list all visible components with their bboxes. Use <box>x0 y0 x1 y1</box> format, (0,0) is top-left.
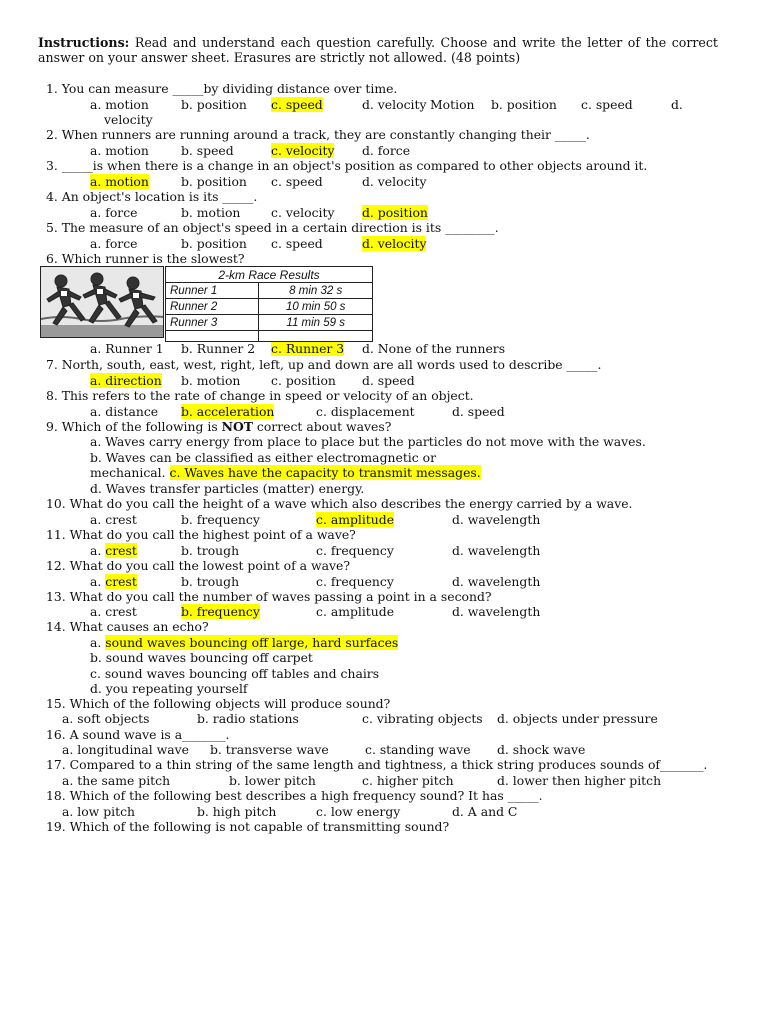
text-line <box>62 773 170 788</box>
race-results-figure <box>40 266 374 338</box>
text-line <box>316 604 394 619</box>
text-segment: a. force <box>90 236 138 251</box>
text-line <box>90 450 436 465</box>
text-line <box>46 419 391 434</box>
text-segment: mechanical. <box>90 465 170 480</box>
text-segment: d. wavelength <box>452 543 541 558</box>
text-segment: 16. A sound wave is a_______. <box>46 727 230 742</box>
text-line <box>90 666 379 681</box>
instructions-label: Instructions: <box>38 35 130 50</box>
text-segment: 13. What do you call the number of waves passing a point in a second? <box>46 589 492 604</box>
text-segment: d. A and C <box>452 804 518 819</box>
text-segment: c. displacement <box>316 404 415 419</box>
text-segment: b. sound waves bouncing off carpet <box>90 650 313 665</box>
text-segment: d. wavelength <box>452 512 541 527</box>
text-line <box>362 174 426 189</box>
text-segment: a. Runner 1 <box>90 341 164 356</box>
text-line <box>90 236 138 251</box>
text-segment: a. force <box>90 205 138 220</box>
text-line <box>62 804 135 819</box>
text-segment: d. velocity <box>362 174 427 189</box>
text-segment: d. force <box>362 143 411 158</box>
text-segment: 18. Which of the following best describes a high frequency sound? It has _____. <box>46 788 543 803</box>
text-line <box>46 189 257 204</box>
highlighted-answer: c. velocity <box>271 143 335 158</box>
text-segment: d. Waves transfer particles (matter) energy. <box>90 481 365 496</box>
text-segment: d. <box>671 97 683 112</box>
text-line <box>181 205 240 220</box>
text-line <box>181 174 247 189</box>
text-segment: c. low energy <box>316 804 401 819</box>
text-segment: d. speed <box>452 404 505 419</box>
text-segment: d. you repeating yourself <box>90 681 248 696</box>
highlighted-answer: crest <box>105 543 137 558</box>
text-line <box>271 341 344 356</box>
bold-text: NOT <box>221 419 253 434</box>
runner-name: Runner 2 <box>166 299 259 315</box>
text-line <box>271 174 323 189</box>
text-line <box>90 143 149 158</box>
text-line <box>104 112 153 127</box>
text-line <box>316 404 415 419</box>
text-line <box>181 543 239 558</box>
text-segment: d. velocity <box>362 97 427 112</box>
text-segment: a. <box>90 635 106 650</box>
text-line <box>90 604 137 619</box>
text-segment: b. Waves can be classified as either electromagnetic or <box>90 450 437 465</box>
text-segment: d. lower then higher pitch <box>497 773 662 788</box>
text-segment: c. higher pitch <box>362 773 454 788</box>
text-segment: Motion <box>430 97 475 112</box>
runner-name: Runner 3 <box>166 315 259 331</box>
text-line <box>362 773 454 788</box>
text-line <box>46 819 449 834</box>
text-line <box>90 373 162 388</box>
highlighted-answer: d. position <box>362 205 428 220</box>
text-line <box>62 711 149 726</box>
text-line <box>46 527 356 542</box>
text-line <box>497 742 585 757</box>
text-segment: b. trough <box>181 574 240 589</box>
text-segment: a. motion <box>90 97 149 112</box>
text-segment: 15. Which of the following objects will produce sound? <box>46 696 391 711</box>
text-segment: 12. What do you call the lowest point of a wave? <box>46 558 350 573</box>
text-line <box>46 727 229 742</box>
text-segment: d. speed <box>362 373 415 388</box>
text-segment: d. wavelength <box>452 604 541 619</box>
text-line <box>362 373 415 388</box>
text-line <box>90 574 137 589</box>
text-line <box>90 174 149 189</box>
text-line <box>452 604 540 619</box>
text-segment: 2. When runners are running around a track, they are constantly changing their _____. <box>46 127 590 142</box>
text-line <box>46 558 350 573</box>
highlighted-answer: a. direction <box>90 373 162 388</box>
text-line <box>497 711 658 726</box>
text-line <box>181 604 260 619</box>
text-line <box>197 804 276 819</box>
text-segment: velocity <box>104 112 153 127</box>
highlighted-answer: c. Runner 3 <box>271 341 345 356</box>
text-line <box>671 97 683 112</box>
text-line <box>46 127 590 142</box>
text-segment: d. shock wave <box>497 742 586 757</box>
text-line <box>181 574 239 589</box>
text-segment: b. trough <box>181 543 240 558</box>
text-segment: c. position <box>271 373 336 388</box>
text-line <box>90 97 149 112</box>
text-segment: 11. What do you call the highest point of a wave? <box>46 527 356 542</box>
text-line <box>90 635 398 650</box>
runner-time: 10 min 50 s <box>259 299 373 315</box>
text-line <box>90 205 138 220</box>
text-line <box>362 236 426 251</box>
table-row <box>166 299 373 315</box>
text-segment: d. objects under pressure <box>497 711 658 726</box>
highlighted-answer: sound waves bouncing off large, hard surfaces <box>105 635 399 650</box>
text-line <box>90 681 248 696</box>
highlighted-answer: c. speed <box>271 97 323 112</box>
table-spacer-row <box>166 331 373 342</box>
text-segment: c. velocity <box>271 205 335 220</box>
instructions <box>38 35 718 65</box>
text-line <box>46 757 707 772</box>
text-segment: c. speed <box>271 174 323 189</box>
text-segment: a. crest <box>90 512 137 527</box>
race-table-title: 2-km Race Results <box>166 267 373 283</box>
text-line <box>316 804 400 819</box>
runners-clipart-image <box>40 266 164 338</box>
text-segment: 3. _____is when there is a change in an object's position as compared to other objects around it. <box>46 158 648 173</box>
text-line <box>491 97 557 112</box>
highlighted-answer: b. acceleration <box>181 404 275 419</box>
text-line <box>316 512 394 527</box>
text-segment: a. distance <box>90 404 159 419</box>
highlighted-answer: a. motion <box>90 174 149 189</box>
text-line <box>271 373 336 388</box>
text-segment: c. frequency <box>316 574 394 589</box>
text-segment: a. longitudinal wave <box>62 742 190 757</box>
text-segment: 8. This refers to the rate of change in speed or velocity of an object. <box>46 388 474 403</box>
text-segment: 4. An object's location is its _____. <box>46 189 258 204</box>
text-segment: c. speed <box>581 97 633 112</box>
text-line <box>430 97 475 112</box>
text-line <box>362 205 428 220</box>
race-results-table <box>165 266 373 342</box>
text-line <box>229 773 316 788</box>
highlighted-answer: d. velocity <box>362 236 427 251</box>
text-segment: 5. The measure of an object's speed in a certain direction is its ________. <box>46 220 499 235</box>
text-segment: c. vibrating objects <box>362 711 483 726</box>
text-line <box>362 97 426 112</box>
text-segment: b. position <box>181 236 247 251</box>
text-line <box>452 512 540 527</box>
runner-time: 8 min 32 s <box>259 283 373 299</box>
text-line <box>46 788 543 803</box>
text-segment: b. motion <box>181 205 241 220</box>
text-segment: c. sound waves bouncing off tables and chairs <box>90 666 380 681</box>
text-line <box>46 388 474 403</box>
text-line <box>316 574 394 589</box>
text-line <box>46 81 397 96</box>
text-line <box>362 143 410 158</box>
table-row <box>166 283 373 299</box>
text-line <box>90 341 164 356</box>
text-segment: a. motion <box>90 143 149 158</box>
text-line <box>362 341 505 356</box>
text-line <box>271 97 323 112</box>
text-segment: c. amplitude <box>316 604 395 619</box>
text-line <box>197 711 299 726</box>
text-segment: a. <box>90 543 106 558</box>
text-segment: b. Runner 2 <box>181 341 256 356</box>
instructions-text: Read and understand each question carefully. Choose and write the letter of the correct answer on your answer sheet. Erasures are strictly not allowed. (48 points) <box>38 35 718 65</box>
text-line <box>90 465 481 480</box>
text-line <box>271 143 334 158</box>
text-segment: b. motion <box>181 373 241 388</box>
text-segment: b. transverse wave <box>210 742 329 757</box>
text-line <box>46 357 601 372</box>
text-segment: b. position <box>181 97 247 112</box>
text-segment: b. high pitch <box>197 804 277 819</box>
highlighted-answer: c. amplitude <box>316 512 395 527</box>
text-line <box>46 220 499 235</box>
text-segment: a. Waves carry energy from place to place but the particles do not move with the waves. <box>90 434 646 449</box>
text-segment: b. speed <box>181 143 234 158</box>
table-row <box>166 315 373 331</box>
text-segment: 7. North, south, east, west, right, left, up and down are all words used to describe _____. <box>46 357 602 372</box>
text-line <box>210 742 329 757</box>
text-segment: a. <box>90 574 106 589</box>
text-segment: 19. Which of the following is not capable of transmitting sound? <box>46 819 450 834</box>
text-line <box>90 650 313 665</box>
text-segment: 14. What causes an echo? <box>46 619 209 634</box>
text-line <box>46 619 209 634</box>
highlighted-answer: crest <box>105 574 137 589</box>
runner-time: 11 min 59 s <box>259 315 373 331</box>
text-segment: c. frequency <box>316 543 394 558</box>
text-line <box>90 481 364 496</box>
text-line <box>362 711 483 726</box>
text-line <box>46 696 390 711</box>
text-segment: a. soft objects <box>62 711 150 726</box>
text-segment: c. standing wave <box>365 742 471 757</box>
highlighted-answer: b. frequency <box>181 604 260 619</box>
text-line <box>316 543 394 558</box>
text-line <box>581 97 633 112</box>
text-line <box>46 158 647 173</box>
highlighted-answer: c. Waves have the capacity to transmit messages. <box>169 465 481 480</box>
text-segment: b. radio stations <box>197 711 299 726</box>
text-line <box>181 404 274 419</box>
text-line <box>181 143 234 158</box>
text-segment: correct about waves? <box>252 419 392 434</box>
runner-name: Runner 1 <box>166 283 259 299</box>
text-line <box>90 512 137 527</box>
text-segment: 9. Which of the following is <box>46 419 222 434</box>
text-line <box>271 236 323 251</box>
text-line <box>271 205 334 220</box>
text-segment: b. position <box>491 97 557 112</box>
text-line <box>365 742 471 757</box>
text-segment: 6. Which runner is the slowest? <box>46 251 245 266</box>
text-segment: d. wavelength <box>452 574 541 589</box>
text-segment: a. crest <box>90 604 137 619</box>
text-line <box>181 373 240 388</box>
text-line <box>452 404 505 419</box>
text-line <box>181 97 247 112</box>
text-line <box>181 236 247 251</box>
text-segment: a. low pitch <box>62 804 136 819</box>
text-line <box>46 589 492 604</box>
text-line <box>62 742 189 757</box>
text-line <box>497 773 661 788</box>
text-line <box>90 543 137 558</box>
text-line <box>452 543 540 558</box>
text-segment: c. speed <box>271 236 323 251</box>
text-line <box>452 804 517 819</box>
text-line <box>90 404 158 419</box>
text-line <box>181 341 255 356</box>
text-line <box>46 496 632 511</box>
text-line <box>181 512 260 527</box>
text-segment: b. frequency <box>181 512 260 527</box>
text-segment: b. position <box>181 174 247 189</box>
text-segment: b. lower pitch <box>229 773 316 788</box>
text-line <box>452 574 540 589</box>
text-line <box>90 434 646 449</box>
text-segment: d. None of the runners <box>362 341 506 356</box>
text-segment: 1. You can measure _____by dividing distance over time. <box>46 81 398 96</box>
text-segment: 10. What do you call the height of a wave which also describes the energy carried by a wave. <box>46 496 633 511</box>
text-segment: a. the same pitch <box>62 773 171 788</box>
text-segment: 17. Compared to a thin string of the same length and tightness, a thick string produces sounds of_______. <box>46 757 708 772</box>
text-line <box>46 251 245 266</box>
